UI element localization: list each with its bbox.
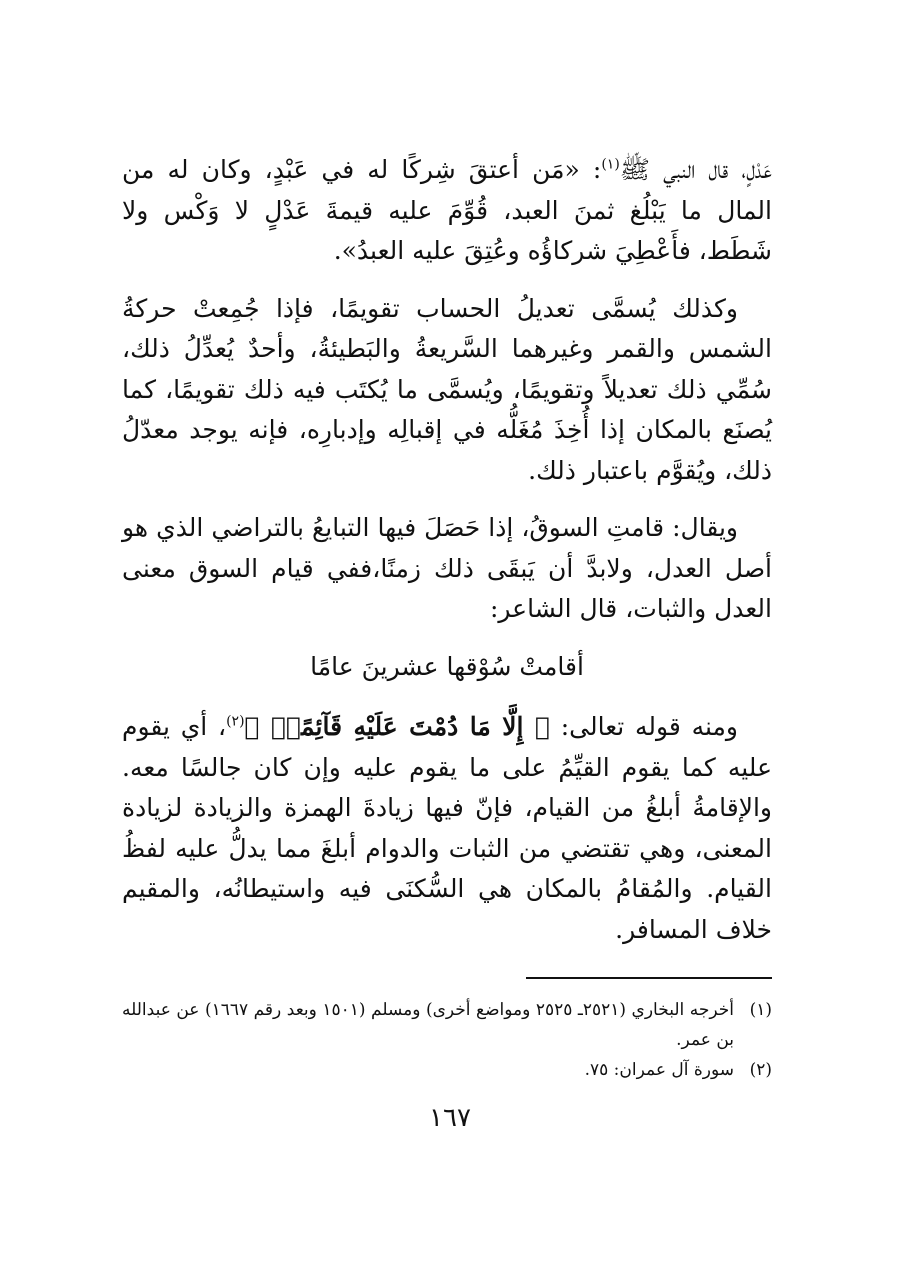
footnote-2: [122, 1055, 772, 1085]
footnotes: [122, 995, 772, 1085]
paragraph-1-text-after: : «مَن أعتقَ شِركًا له في عَبْدٍ، وكان له من المال ما يَبْلُغ ثمنَ العبد، قُوِّمَ عليه قيمةَ عَدْلٍ لا وَكْس ولا شَطَط، فأَعْطِيَ شركاؤُه وعُتِقَ عليه العبدُ».: [122, 155, 772, 265]
main-text: [122, 150, 772, 967]
paragraph-3-text: ويقال: قامتِ السوقُ، إذا حَصَلَ فيها التبايعُ بالتراضي الذي هو أصل العدل، ولابدَّ أن يَبقَى ذلك زمنًا،ففي قيام السوق معنى العدل والثبات، قال الشاعر:: [122, 513, 772, 623]
page-number: ١٦٧: [429, 1103, 471, 1133]
footnote-ref-2[interactable]: (٢): [226, 713, 245, 730]
footnote-ref-1[interactable]: (١): [601, 156, 620, 173]
paragraph-2-text: وكذلك يُسمَّى تعديلُ الحساب تقويمًا، فإذا جُمِعتْ حركةُ الشمس والقمر وغيرهما السَّريعةُ والبَطيئةُ، وأحدٌ يُعدِّلُ ذلك، سُمِّي ذلك تعديلاً وتقويمًا، ويُسمَّى ما يُكتَب فيه ذلك تقويمًا، كما يُصنَع بالمكان إذا أُخِذَ مُغَلُّه في إقبالِه وإدبارِه، فإنه يوجد معدّلُ ذلك، ويُقوَّم باعتبار ذلك.: [122, 293, 772, 485]
footnote-1-text: أخرجه البخاري (٢٥٢١ـ ٢٥٢٥ ومواضع أخرى) ومسلم (١٥٠١ وبعد رقم ١٦٦٧) عن عبدالله بن عمر.: [122, 1000, 734, 1050]
footnote-2-number: (٢): [749, 1060, 772, 1080]
paragraph-3: [122, 508, 772, 630]
footnote-divider: [526, 977, 772, 979]
paragraph-4-before: ومنه قوله تعالى:: [549, 712, 739, 741]
paragraph-1-text: عَدْلٍ، قال النبي ﷺ: [619, 155, 772, 184]
quran-quote: ﴿ إِلَّا مَا دُمْتَ عَلَيْهِ قَآئِمًاۗ ﴾: [244, 712, 550, 741]
paragraph-1: [122, 150, 772, 272]
paragraph-4: [122, 707, 772, 950]
footnote-2-text: سورة آل عمران: ٧٥.: [584, 1060, 734, 1080]
poetry-verse: أقامتْ سُوْقها عشرينَ عامًا: [310, 651, 584, 681]
footnote-1-number: (١): [749, 1000, 772, 1020]
paragraph-4-after: ، أي يقوم عليه كما يقوم القيِّمُ على ما يقوم عليه وإن كان جالسًا معه. والإقامةُ أبلغُ من القيام، فإنّ فيها زيادةَ الهمزة والزيادة لزيادة المعنى، وهي تقتضي من الثبات والدوام أبلغَ مما يدلُّ عليه لفظُ القيام. والمُقامُ بالمكان هي السُّكنَى فيه واستيطانُه، والمقيم خلاف المسافر.: [122, 712, 772, 944]
footnote-1: [122, 995, 772, 1055]
paragraph-2: [122, 289, 772, 492]
